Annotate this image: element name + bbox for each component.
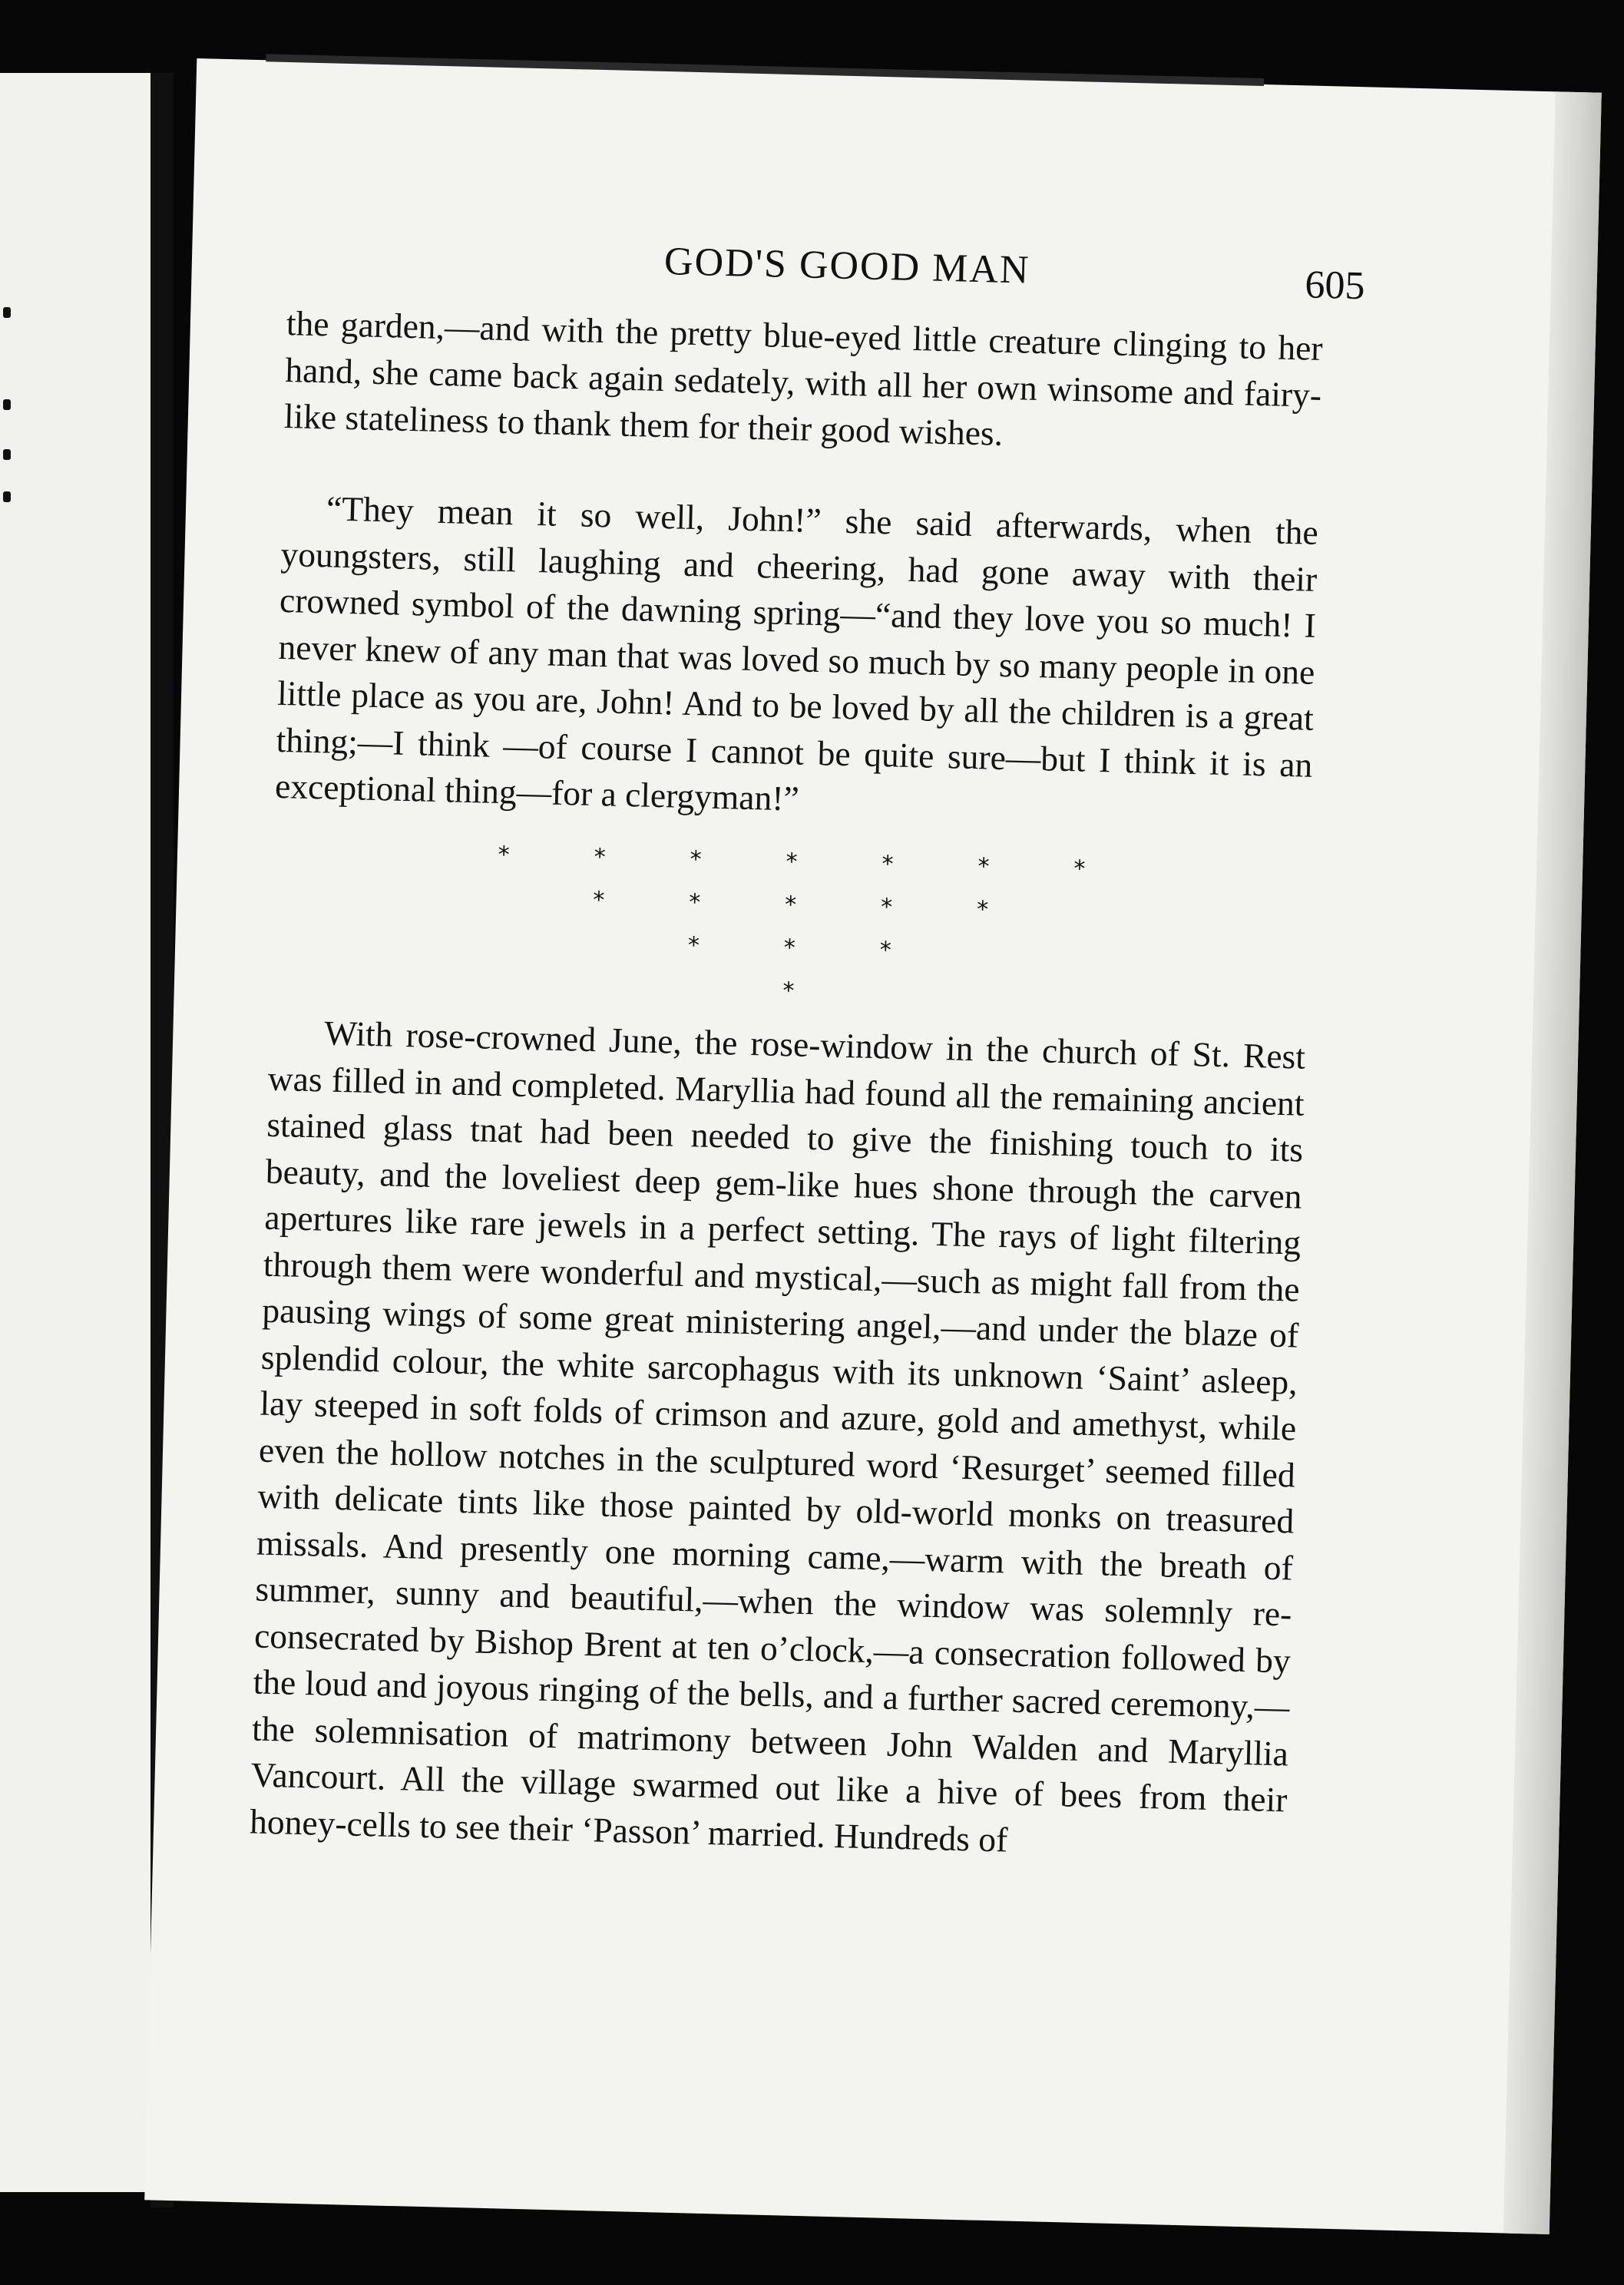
- paragraph: With rose-crowned June, the rose-window in the church of St. Rest was filled in and completed. Maryllia had found all the remaining ancient stained glass tnat had been needed to give the finishing touch to its beauty, and the loveliest deep gem-like hues shone through the carven apertures like rare jewels in a perfect setting. The rays of light filtering through them were wonderful and mystical,—such as might fall from the pausing wings of some great ministering angel,—and under the blaze of splendid colour, the white sarcophagus with its unknown ‘Saint’ asleep, lay steeped in soft folds of crimson and azure, gold and amethyst, while even the hollow notches in the sculptured word ‘Resurget’ seemed filled with delicate tints like those painted by old-world monks on treasured missals. And presently one morning came,—warm with the breath of summer, sunny and beautiful,—when the window was solemnly re-consecrated by Bishop Brent at ten o’clock,—a consecration followed by the loud and joyous ringing of the bells, and a further sacred ceremony,—the solemnisation of matrimony between John Walden and Maryllia Vancourt. All the village swarmed out like a hive of bees from their honey-cells to see their ‘Passon’ married. Hundreds of: [249, 1013, 1306, 1860]
- asterism-row: [550, 886, 1030, 936]
- running-title: GOD'S GOOD MAN: [663, 240, 1031, 293]
- asterisk: *: [594, 844, 607, 871]
- asterisk: *: [688, 889, 701, 917]
- book-page: [144, 58, 1602, 2234]
- asterisk: *: [786, 848, 798, 876]
- page-number: 605: [1304, 263, 1366, 309]
- asterisk: *: [879, 937, 892, 964]
- asterisk: *: [783, 934, 796, 962]
- asterisk: *: [690, 846, 702, 874]
- asterism-row: [645, 931, 934, 977]
- page-fore-edge: [1503, 91, 1602, 2234]
- asterism-row: [740, 977, 837, 1017]
- asterisk: *: [881, 851, 894, 878]
- asterisk: *: [976, 896, 989, 924]
- running-head: [191, 227, 1597, 316]
- asterisk: *: [687, 932, 700, 960]
- paragraph: the garden,—and with the pretty blue-eyed little creature clinging to her hand, she came back again sedately, with all her own winsome and fairy-like stateliness to thank them for their good wishes.: [283, 303, 1324, 453]
- page-top-shadow: [266, 54, 1264, 86]
- asterisk: *: [498, 841, 511, 869]
- facing-page-edge: [0, 73, 154, 2192]
- asterisk: *: [1073, 855, 1086, 883]
- asterisk: *: [880, 894, 893, 921]
- asterisk: *: [782, 977, 795, 1005]
- asterisk: *: [977, 853, 990, 881]
- asterisk: *: [592, 886, 605, 914]
- paragraph: “They mean it so well, John!” she said afterwards, when the youngsters, still laughing and cheering, had gone away with their crowned symbol of the dawning spring—“and they love you so much! I never knew of any man that was loved so much by so many people in one little place as you are, John! And to be loved by all the children is a great thing;—I think —of course I cannot be quite sure—but I think it is an exceptional thing—for a clergyman!”: [274, 488, 1319, 818]
- asterisk: *: [784, 891, 797, 919]
- asterism-divider: [178, 834, 1583, 1005]
